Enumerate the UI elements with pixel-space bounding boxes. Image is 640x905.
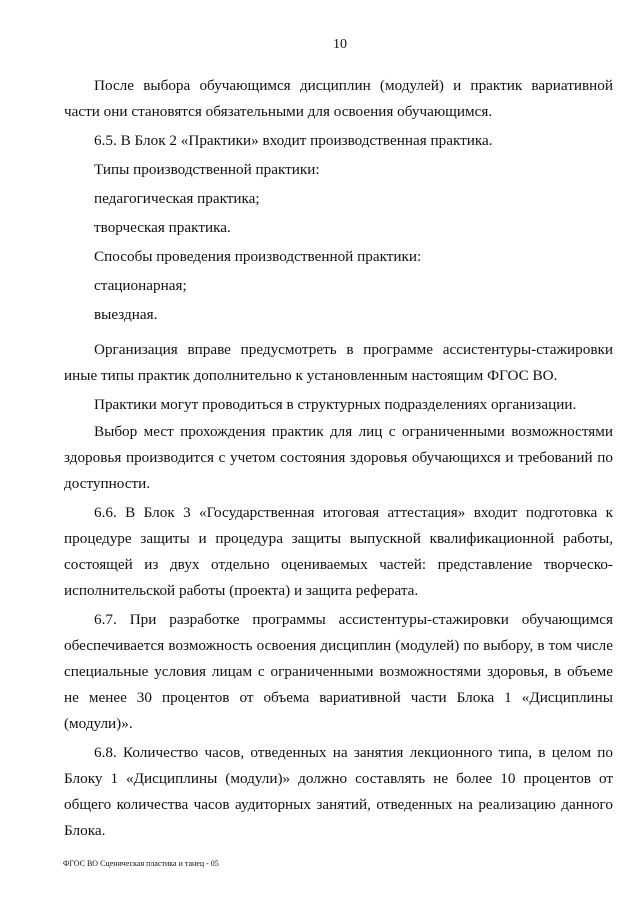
paragraph-6-5: 6.5. В Блок 2 «Практики» входит производственная практика. <box>94 132 493 149</box>
practice-methods-heading: Способы проведения производственной практики: <box>94 248 422 265</box>
document-body <box>64 73 613 844</box>
list-item-creative: творческая практика. <box>94 219 231 236</box>
list-item-field: выездная. <box>94 306 158 323</box>
paragraph-disability-placement: Выбор мест прохождения практик для лиц с ограниченными возможностями здоровья производится с учетом состояния здоровья обучающихся и требований по доступности. <box>64 423 613 492</box>
document-footer: ФГОС ВО Сценическая пластика и танец - 05 <box>63 859 219 868</box>
paragraph-6-6: 6.6. В Блок 3 «Государственная итоговая аттестация» входит подготовка к процедуре защиты и процедура защиты выпускной квалификационной работы, состоящей из двух отдельно оцениваемых частей: представление творческо-исполнительской работы (проекта) и защита реферата. <box>64 504 613 599</box>
paragraph-structural-units: Практики могут проводиться в структурных подразделениях организации. <box>94 396 577 413</box>
paragraph-other-practice-types: Организация вправе предусмотреть в программе ассистентуры-стажировки иные типы практик дополнительно к установленным настоящим ФГОС ВО. <box>64 341 613 384</box>
paragraph-6-8: 6.8. Количество часов, отведенных на занятия лекционного типа, в целом по Блоку 1 «Дисциплины (модули)» должно составлять не более 10 процентов от общего количества часов аудиторных занятий, отведенных на реализацию данного Блока. <box>64 744 613 839</box>
list-item-pedagogical: педагогическая практика; <box>94 190 260 207</box>
practice-types-heading: Типы производственной практики: <box>94 161 320 178</box>
paragraph-electives-mandatory: После выбора обучающимся дисциплин (модулей) и практик вариативной части они становятся обязательными для освоения обучающимся. <box>64 77 613 120</box>
paragraph-6-7: 6.7. При разработке программы ассистентуры-стажировки обучающимся обеспечивается возможность освоения дисциплин (модулей) по выбору, в том числе специальные условия лицам с ограниченными возможностями здоровья, в объеме не менее 30 процентов от объема вариативной части Блока 1 «Дисциплины (модули)». <box>64 611 613 732</box>
page-number: 10 <box>333 37 347 52</box>
list-item-stationary: стационарная; <box>94 277 187 294</box>
